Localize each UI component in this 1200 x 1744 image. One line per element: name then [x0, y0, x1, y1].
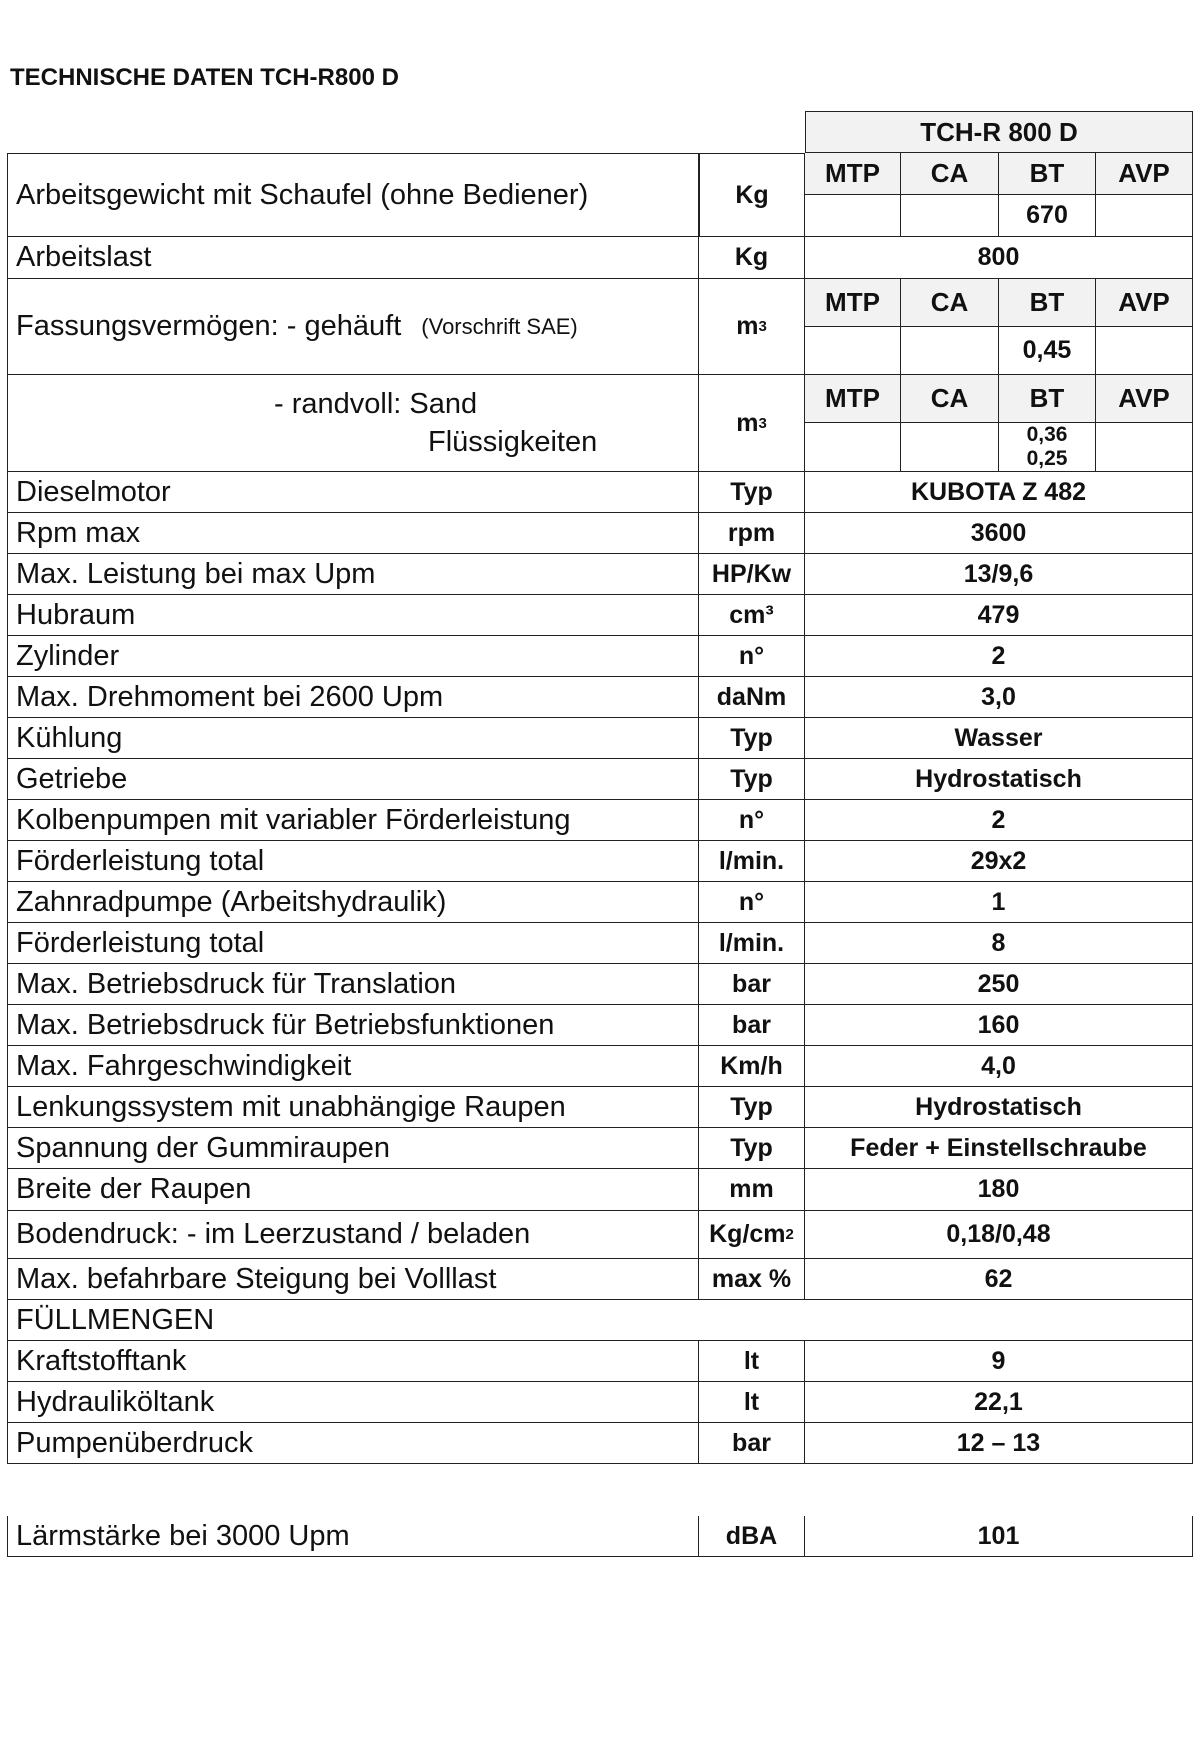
- row-label: Lärmstärke bei 3000 Upm: [7, 1516, 699, 1557]
- value-ca-empty: [901, 195, 999, 237]
- row-label: Bodendruck: - im Leerzustand / beladen: [7, 1211, 699, 1259]
- value-ca-empty: [901, 423, 999, 472]
- row-unit-arbeitsgewicht: Kg: [699, 153, 805, 237]
- value-ca-empty: [901, 327, 999, 375]
- value-mtp-empty: [805, 327, 901, 375]
- row-unit: n°: [699, 882, 805, 923]
- unit-superscript: 2: [785, 1226, 794, 1243]
- row-label: Spannung der Gummiraupen: [7, 1128, 699, 1169]
- row-value: 13/9,6: [805, 554, 1193, 595]
- value-bt-stack: [999, 423, 1096, 472]
- row-label: Kolbenpumpen mit variabler Förderleistung: [7, 800, 699, 841]
- row-label: Max. Drehmoment bei 2600 Upm: [7, 677, 699, 718]
- row-label: Hubraum: [7, 595, 699, 636]
- row-unit: Typ: [699, 1128, 805, 1169]
- row-label: Rpm max: [7, 513, 699, 554]
- row-value: 62: [805, 1259, 1193, 1300]
- row-label-fassung: [7, 279, 699, 375]
- row-unit: rpm: [699, 513, 805, 554]
- row-value: 22,1: [805, 1382, 1193, 1423]
- row-value: 0,18/0,48: [805, 1211, 1193, 1259]
- value-mtp-empty: [805, 195, 901, 237]
- row-unit: lt: [699, 1341, 805, 1382]
- row-unit-bodendruck: [699, 1211, 805, 1259]
- unit-text: Kg/cm: [709, 1220, 786, 1248]
- row-label-arbeitsgewicht: Arbeitsgewicht mit Schaufel (ohne Bediener): [7, 153, 699, 237]
- row-unit: Typ: [699, 472, 805, 513]
- value-avp-empty: [1096, 327, 1193, 375]
- variant-avp: AVP: [1096, 279, 1193, 327]
- variant-bt: BT: [999, 279, 1096, 327]
- value-avp-empty: [1096, 423, 1193, 472]
- unit-superscript: 3: [758, 414, 767, 432]
- row-label: Max. Fahrgeschwindigkeit: [7, 1046, 699, 1087]
- row-value: 9: [805, 1341, 1193, 1382]
- row-value: 4,0: [805, 1046, 1193, 1087]
- spec-table: [7, 111, 1193, 1516]
- row-label: Kraftstofftank: [7, 1341, 699, 1382]
- variant-mtp: MTP: [805, 153, 901, 195]
- row-label: Max. Betriebsdruck für Betriebsfunktionen: [7, 1005, 699, 1046]
- row-unit: mm: [699, 1169, 805, 1211]
- row-value: 250: [805, 964, 1193, 1005]
- unit-superscript: 3: [758, 318, 767, 335]
- row-unit: bar: [699, 964, 805, 1005]
- row-value: 2: [805, 636, 1193, 677]
- row-value: 180: [805, 1169, 1193, 1211]
- row-value: 12 – 13: [805, 1423, 1193, 1464]
- value-bt-sand: 0,36: [1026, 423, 1068, 446]
- row-unit: daNm: [699, 677, 805, 718]
- row-unit: Typ: [699, 1087, 805, 1128]
- value-mtp-empty: [805, 423, 901, 472]
- row-label: Kühlung: [7, 718, 699, 759]
- variant-bt: BT: [999, 375, 1096, 423]
- spec-table-last-row: [7, 1516, 1193, 1557]
- randvoll-line1: - randvoll: Sand: [274, 388, 478, 420]
- row-label: Max. befahrbare Steigung bei Volllast: [7, 1259, 699, 1300]
- row-unit: l/min.: [699, 923, 805, 964]
- row-value: Wasser: [805, 718, 1193, 759]
- row-label: Max. Betriebsdruck für Translation: [7, 964, 699, 1005]
- row-value: 29x2: [805, 841, 1193, 882]
- row-value: Feder + Einstellschraube: [805, 1128, 1193, 1169]
- row-unit-arbeitslast: Kg: [699, 237, 805, 279]
- unit-text: m: [736, 408, 759, 437]
- section-heading-fuellmengen: FÜLLMENGEN: [7, 1300, 1193, 1341]
- row-unit: Typ: [699, 718, 805, 759]
- row-value: 3,0: [805, 677, 1193, 718]
- row-value: Hydrostatisch: [805, 1087, 1193, 1128]
- randvoll-line2: Flüssigkeiten: [428, 426, 598, 458]
- variant-mtp: MTP: [805, 375, 901, 423]
- row-value: Hydrostatisch: [805, 759, 1193, 800]
- variant-ca: CA: [901, 153, 999, 195]
- row-label: Pumpenüberdruck: [7, 1423, 699, 1464]
- variant-ca: CA: [901, 375, 999, 423]
- row-value: 8: [805, 923, 1193, 964]
- row-value: 1: [805, 882, 1193, 923]
- page-title: TECHNISCHE DATEN TCH-R800 D: [10, 64, 399, 91]
- fassung-note: (Vorschrift SAE): [421, 313, 578, 339]
- row-unit: Km/h: [699, 1046, 805, 1087]
- value-bt: 670: [999, 195, 1096, 237]
- row-unit: bar: [699, 1005, 805, 1046]
- row-value: 2: [805, 800, 1193, 841]
- fassung-label-text: Fassungsvermögen: - gehäuft: [16, 310, 402, 342]
- row-value: 479: [805, 595, 1193, 636]
- row-unit: Typ: [699, 759, 805, 800]
- row-unit: n°: [699, 800, 805, 841]
- value-avp-empty: [1096, 195, 1193, 237]
- row-value: 3600: [805, 513, 1193, 554]
- row-unit: n°: [699, 636, 805, 677]
- variant-avp: AVP: [1096, 153, 1193, 195]
- row-label: Hydrauliköltank: [7, 1382, 699, 1423]
- variant-ca: CA: [901, 279, 999, 327]
- row-label: Förderleistung total: [7, 841, 699, 882]
- row-label: Förderleistung total: [7, 923, 699, 964]
- row-unit: cm³: [699, 595, 805, 636]
- row-unit: lt: [699, 1382, 805, 1423]
- variant-mtp: MTP: [805, 279, 901, 327]
- row-value-arbeitslast: 800: [805, 237, 1193, 279]
- row-unit-fassung: [699, 279, 805, 375]
- unit-text: m: [736, 312, 759, 340]
- variant-avp: AVP: [1096, 375, 1193, 423]
- row-value: KUBOTA Z 482: [805, 472, 1193, 513]
- row-label: Zahnradpumpe (Arbeitshydraulik): [7, 882, 699, 923]
- variant-bt: BT: [999, 153, 1096, 195]
- row-label-randvoll: [7, 375, 699, 472]
- row-unit: bar: [699, 1423, 805, 1464]
- row-unit-randvoll: [699, 375, 805, 472]
- row-label: Max. Leistung bei max Upm: [7, 554, 699, 595]
- row-label: Breite der Raupen: [7, 1169, 699, 1211]
- row-unit: l/min.: [699, 841, 805, 882]
- row-label: Getriebe: [7, 759, 699, 800]
- row-label: Lenkungssystem mit unabhängige Raupen: [7, 1087, 699, 1128]
- model-header: TCH-R 800 D: [805, 111, 1193, 153]
- row-value: 101: [805, 1516, 1193, 1557]
- row-label: Dieselmotor: [7, 472, 699, 513]
- row-label: Zylinder: [7, 636, 699, 677]
- row-unit: max %: [699, 1259, 805, 1300]
- row-unit: HP/Kw: [699, 554, 805, 595]
- row-value: 160: [805, 1005, 1193, 1046]
- value-bt-fluid: 0,25: [1026, 447, 1068, 470]
- row-label-arbeitslast: Arbeitslast: [7, 237, 699, 279]
- value-bt: 0,45: [999, 327, 1096, 375]
- row-unit: dBA: [699, 1516, 805, 1557]
